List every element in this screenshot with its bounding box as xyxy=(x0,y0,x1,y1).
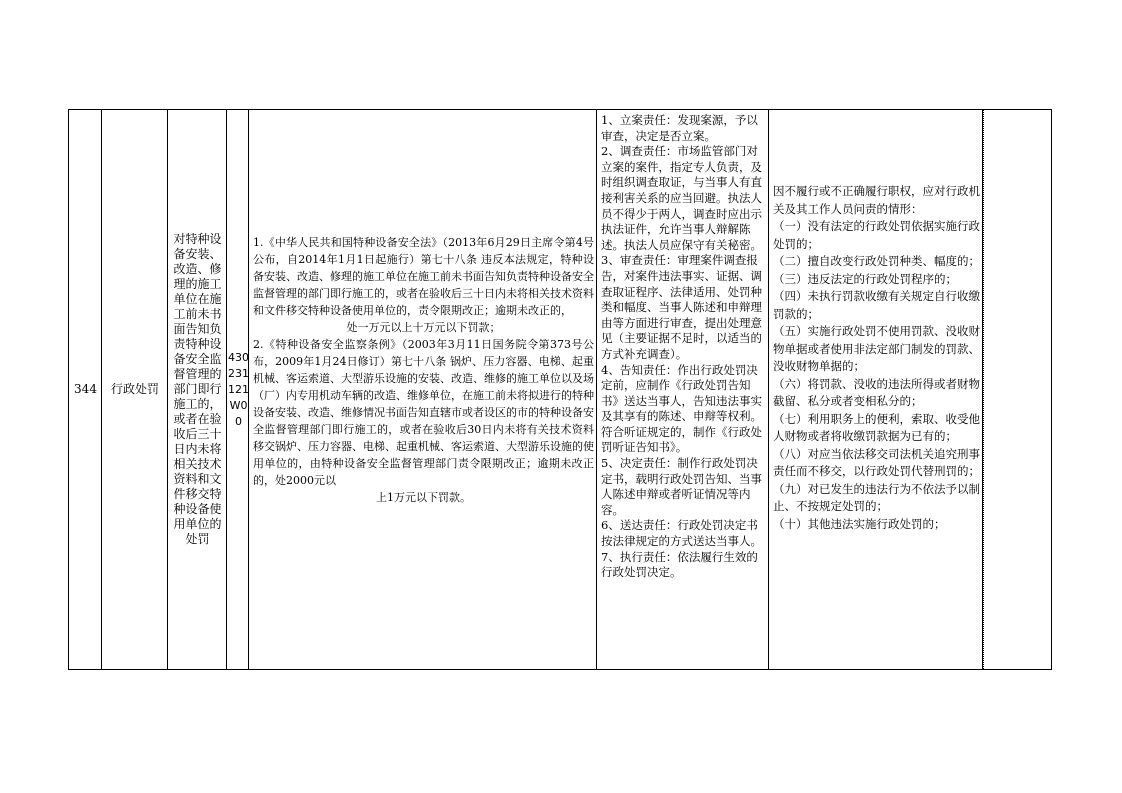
basis-paragraph: 处一万元以上十万元以下罚款； xyxy=(346,321,501,334)
accountability-item: （五）实施行政处罚不使用罚款、没收财物单据或者使用非法定部门制发的罚款、没收财物单据的； xyxy=(773,324,980,373)
basis-paragraph: 上1万元以下罚款。 xyxy=(376,491,471,504)
duty-item: 4、告知责任：作出行政处罚决定前，应制作《行政处罚告知书》送达当事人，告知违法事实及其享有的陈述、申辩等权利。符合听证规定的，制作《行政处罚听证告知书》。 xyxy=(601,362,762,455)
duty-item: 6、送达责任：行政处罚决定书按法律规定的方式送达当事人。 xyxy=(601,518,762,549)
row-legal-basis xyxy=(251,234,596,506)
accountability-item: （十）其他违法实施行政处罚的； xyxy=(773,516,946,531)
duty-item: 1、立案责任：发现案源，予以审查，决定是否立案。 xyxy=(601,113,758,143)
accountability-item: （二）擅自改变行政处罚种类、幅度的； xyxy=(773,254,980,268)
accountability-item: （七）利用职务上的便利，索取、收受他人财物或者将收缴罚款据为已有的； xyxy=(773,411,980,443)
row-category: 行政处罚 xyxy=(110,382,159,396)
row-item-name: 对特种设备安装、改造、修理的施工单位在施工前未书面告知负责特种设备安全监督管理的部门即行施工的，或者在验收后三十日内未将相关技术资料和文件移交特种设备使用单位的处罚 xyxy=(173,232,222,546)
accountability-item: （九）对已发生的违法行为不依法予以制止、不按规定处罚的； xyxy=(773,481,980,513)
row-duties xyxy=(599,113,767,581)
accountability-item: （三）违反法定的行政处罚程序的； xyxy=(773,271,957,286)
accountability-item: （四）未执行罚款收缴有关规定自行收缴罚款的； xyxy=(773,289,980,321)
row-code: 43023112​1W00 xyxy=(228,350,249,428)
accountability-item: （六）将罚款、没收的违法所得或者财物截留、私分或者变相私分的； xyxy=(773,376,980,408)
duty-item: 2、调查责任：市场监管部门对立案的案件，指定专人负责，及时组织调查取证，与当事人有直接利害关系的应当回避。执法人员不得少于两人，调查时应出示执法证件，允许当事人辩解陈述。执法人员应保守有关秘密。 xyxy=(601,144,762,252)
basis-paragraph: 1.《中华人民共和国特种设备安全法》（2013年6月29日主席令第4号公布，自2014年1月1日起施行）第七十八条 违反本法规定，特种设备安装、改造、修理的施工单位在施工前未书面告知负责特种设备安全监督管理的部门即行施工的，或者在验收后三十日内未将相关技术资料和文件移交特种设备使用单位的，责令限期改正；逾期未改正的， xyxy=(253,236,594,317)
duty-item: 3、审查责任：审理案件调查报告，对案件违法事实、证据、调查取证程序、法律适用、处罚种类和幅度、当事人陈述和申辩理由等方面进行审查，提出处理意见（主要证据不足时，以适当的方式补充调查）。 xyxy=(601,253,762,361)
accountability-item: 因不履行或不正确履行职权，应对行政机关及其工作人员问责的情形： xyxy=(773,184,980,216)
row-number: 344 xyxy=(74,382,97,396)
row-remarks xyxy=(984,110,1050,669)
row-accountability xyxy=(771,183,982,533)
accountability-item: （一）没有法定的行政处罚依据实施行政处罚的； xyxy=(773,219,980,251)
basis-paragraph: 2.《特种设备安全监察条例》（2003年3月11日国务院令第373号公布，2009年1月24日修订）第七十八条 锅炉、压力容器、电梯、起重机械、客运索道、大型游乐设施的安装、改造、维修的施工单位以及场（厂）内专用机动车辆的改造、维修单位，在施工前未将拟进行的特种设备安装、改造、维修情况书面告知直辖市或者设区的市的特种设备安全监督管理部门即行施工的，或者在验收后30日内未将有关技术资料移交锅炉、压力容器、电梯、起重机械、客运索道、大型游乐设施的使用单位的，由特种设备安全监督管理部门责令限期改正；逾期未改正的，处2000元以 xyxy=(253,338,594,487)
duty-item: 5、决定责任：制作行政处罚决定书，载明行政处罚告知、当事人陈述申辩或者听证情况等内容。 xyxy=(601,456,762,517)
accountability-item: （八）对应当依法移交司法机关追究刑事责任而不移交，以行政处罚代替刑罚的； xyxy=(773,446,980,478)
duty-item: 7、执行责任：依法履行生效的行政处罚决定。 xyxy=(601,549,758,580)
law-enforcement-table xyxy=(68,109,1052,670)
